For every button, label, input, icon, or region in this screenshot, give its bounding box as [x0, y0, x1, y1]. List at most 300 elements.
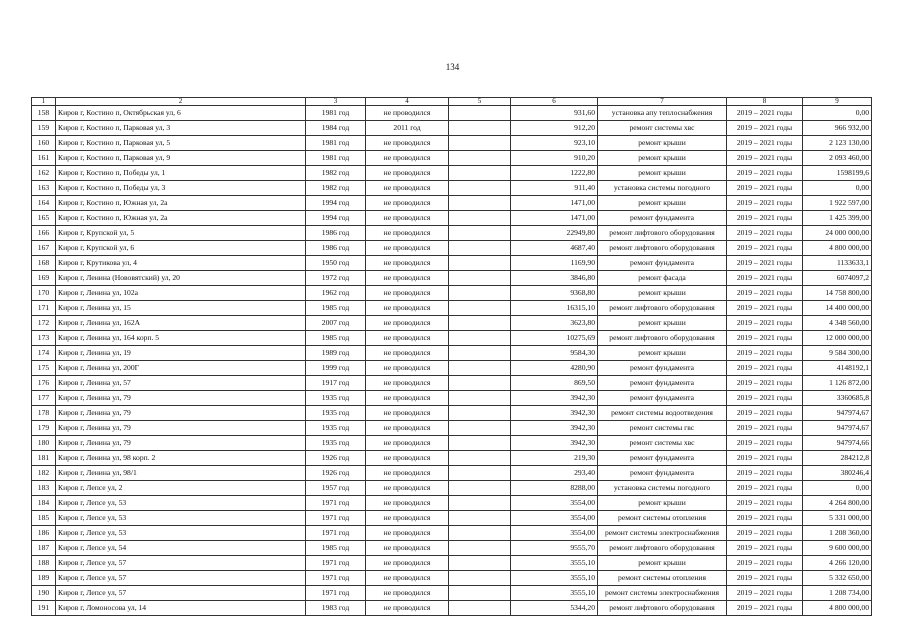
- empty-cell: [449, 301, 511, 316]
- table-row: [32, 586, 872, 601]
- construction-year-cell: 1962 год: [306, 286, 366, 301]
- construction-year-cell: 1926 год: [306, 451, 366, 466]
- table-row: [32, 211, 872, 226]
- period-cell: 2019 – 2021 годы: [727, 256, 803, 271]
- cost-cell: 966 932,00: [803, 121, 872, 136]
- previous-repair-cell: не проводился: [366, 451, 449, 466]
- area-cell: 3942,30: [511, 421, 598, 436]
- row-number-cell: 181: [32, 451, 56, 466]
- cost-cell: 1133633,1: [803, 256, 872, 271]
- address-cell: Киров г, Костино п, Южная ул, 2а: [56, 196, 306, 211]
- area-cell: 3942,30: [511, 406, 598, 421]
- construction-year-cell: 1981 год: [306, 136, 366, 151]
- area-cell: 3554,00: [511, 526, 598, 541]
- cost-cell: 1 922 597,00: [803, 196, 872, 211]
- construction-year-cell: 1994 год: [306, 196, 366, 211]
- table-row: [32, 361, 872, 376]
- row-number-cell: 168: [32, 256, 56, 271]
- address-cell: Киров г, Костино п, Южная ул, 2а: [56, 211, 306, 226]
- row-number-cell: 166: [32, 226, 56, 241]
- period-cell: 2019 – 2021 годы: [727, 241, 803, 256]
- construction-year-cell: 1935 год: [306, 391, 366, 406]
- previous-repair-cell: не проводился: [366, 571, 449, 586]
- previous-repair-cell: не проводился: [366, 166, 449, 181]
- table-row: [32, 496, 872, 511]
- cost-cell: 5 331 000,00: [803, 511, 872, 526]
- previous-repair-cell: не проводился: [366, 556, 449, 571]
- construction-year-cell: 1981 год: [306, 151, 366, 166]
- empty-cell: [449, 286, 511, 301]
- construction-year-cell: 1971 год: [306, 571, 366, 586]
- row-number-cell: 162: [32, 166, 56, 181]
- cost-cell: 9 584 300,00: [803, 346, 872, 361]
- cost-cell: 14 400 000,00: [803, 301, 872, 316]
- work-type-cell: ремонт крыши: [598, 151, 727, 166]
- address-cell: Киров г, Костино п, Победы ул, 1: [56, 166, 306, 181]
- construction-year-cell: 1982 год: [306, 166, 366, 181]
- row-number-cell: 171: [32, 301, 56, 316]
- period-cell: 2019 – 2021 годы: [727, 601, 803, 616]
- empty-cell: [449, 226, 511, 241]
- cost-cell: 12 000 000,00: [803, 331, 872, 346]
- work-type-cell: ремонт фундамента: [598, 376, 727, 391]
- row-number-cell: 180: [32, 436, 56, 451]
- cost-cell: 4 264 800,00: [803, 496, 872, 511]
- area-cell: 3846,80: [511, 271, 598, 286]
- empty-cell: [449, 196, 511, 211]
- table-row: [32, 256, 872, 271]
- period-cell: 2019 – 2021 годы: [727, 526, 803, 541]
- column-number-header: 2: [56, 98, 306, 106]
- previous-repair-cell: не проводился: [366, 196, 449, 211]
- table-row: [32, 166, 872, 181]
- address-cell: Киров г, Костино п, Парковая ул, 5: [56, 136, 306, 151]
- row-number-cell: 187: [32, 541, 56, 556]
- previous-repair-cell: не проводился: [366, 376, 449, 391]
- work-type-cell: ремонт фундамента: [598, 466, 727, 481]
- area-cell: 931,60: [511, 106, 598, 121]
- column-number-header: 5: [449, 98, 511, 106]
- table-row: [32, 571, 872, 586]
- row-number-cell: 158: [32, 106, 56, 121]
- table-row: [32, 121, 872, 136]
- table-row: [32, 271, 872, 286]
- period-cell: 2019 – 2021 годы: [727, 136, 803, 151]
- previous-repair-cell: не проводился: [366, 136, 449, 151]
- area-cell: 3555,10: [511, 571, 598, 586]
- cost-cell: 24 000 000,00: [803, 226, 872, 241]
- column-number-header: 7: [598, 98, 727, 106]
- area-cell: 3555,10: [511, 586, 598, 601]
- table-row: [32, 451, 872, 466]
- address-cell: Киров г, Ленина ул, 162А: [56, 316, 306, 331]
- construction-year-cell: 1971 год: [306, 526, 366, 541]
- row-number-cell: 178: [32, 406, 56, 421]
- address-cell: Киров г, Ломоносова ул, 14: [56, 601, 306, 616]
- cost-cell: 1598199,6: [803, 166, 872, 181]
- empty-cell: [449, 121, 511, 136]
- previous-repair-cell: не проводился: [366, 361, 449, 376]
- address-cell: Киров г, Костино п, Октябрьская ул, 6: [56, 106, 306, 121]
- row-number-cell: 179: [32, 421, 56, 436]
- work-type-cell: ремонт лифтового оборудования: [598, 601, 727, 616]
- row-number-cell: 167: [32, 241, 56, 256]
- construction-year-cell: 1984 год: [306, 121, 366, 136]
- work-type-cell: ремонт крыши: [598, 496, 727, 511]
- construction-year-cell: 1971 год: [306, 511, 366, 526]
- work-type-cell: ремонт лифтового оборудования: [598, 241, 727, 256]
- table-row: [32, 601, 872, 616]
- period-cell: 2019 – 2021 годы: [727, 466, 803, 481]
- period-cell: 2019 – 2021 годы: [727, 541, 803, 556]
- period-cell: 2019 – 2021 годы: [727, 496, 803, 511]
- row-number-cell: 165: [32, 211, 56, 226]
- table-row: [32, 481, 872, 496]
- area-cell: 869,50: [511, 376, 598, 391]
- period-cell: 2019 – 2021 годы: [727, 106, 803, 121]
- cost-cell: 1 208 734,00: [803, 586, 872, 601]
- empty-cell: [449, 406, 511, 421]
- previous-repair-cell: не проводился: [366, 331, 449, 346]
- period-cell: 2019 – 2021 годы: [727, 181, 803, 196]
- work-type-cell: ремонт крыши: [598, 286, 727, 301]
- row-number-cell: 169: [32, 271, 56, 286]
- area-cell: 923,10: [511, 136, 598, 151]
- period-cell: 2019 – 2021 годы: [727, 361, 803, 376]
- table-row: [32, 196, 872, 211]
- cost-cell: 4148192,1: [803, 361, 872, 376]
- cost-cell: 0,00: [803, 181, 872, 196]
- page-number: 134: [445, 62, 460, 72]
- address-cell: Киров г, Ленина ул, 164 корп. 5: [56, 331, 306, 346]
- table-row: [32, 316, 872, 331]
- address-cell: Киров г, Костино п, Парковая ул, 9: [56, 151, 306, 166]
- empty-cell: [449, 136, 511, 151]
- cost-cell: 284212,8: [803, 451, 872, 466]
- cost-cell: 380246,4: [803, 466, 872, 481]
- area-cell: 9368,80: [511, 286, 598, 301]
- cost-cell: 1 425 399,00: [803, 211, 872, 226]
- cost-cell: 9 600 000,00: [803, 541, 872, 556]
- empty-cell: [449, 151, 511, 166]
- address-cell: Киров г, Ленина ул, 102а: [56, 286, 306, 301]
- column-number-header-row: [32, 98, 872, 106]
- address-cell: Киров г, Ленина ул, 15: [56, 301, 306, 316]
- area-cell: 10275,69: [511, 331, 598, 346]
- period-cell: 2019 – 2021 годы: [727, 391, 803, 406]
- construction-year-cell: 1917 год: [306, 376, 366, 391]
- period-cell: 2019 – 2021 годы: [727, 301, 803, 316]
- row-number-cell: 185: [32, 511, 56, 526]
- period-cell: 2019 – 2021 годы: [727, 511, 803, 526]
- area-cell: 1222,80: [511, 166, 598, 181]
- work-type-cell: ремонт системы отопления: [598, 571, 727, 586]
- cost-cell: 6074097,2: [803, 271, 872, 286]
- cost-cell: 947974,66: [803, 436, 872, 451]
- address-cell: Киров г, Лепсе ул, 2: [56, 481, 306, 496]
- area-cell: 3623,80: [511, 316, 598, 331]
- work-type-cell: ремонт крыши: [598, 316, 727, 331]
- work-type-cell: ремонт фундамента: [598, 391, 727, 406]
- row-number-cell: 160: [32, 136, 56, 151]
- empty-cell: [449, 376, 511, 391]
- empty-cell: [449, 106, 511, 121]
- empty-cell: [449, 256, 511, 271]
- cost-cell: 1 126 872,00: [803, 376, 872, 391]
- cost-cell: 14 758 800,00: [803, 286, 872, 301]
- work-type-cell: ремонт системы водоотведения: [598, 406, 727, 421]
- area-cell: 293,40: [511, 466, 598, 481]
- construction-year-cell: 1926 год: [306, 466, 366, 481]
- period-cell: 2019 – 2021 годы: [727, 346, 803, 361]
- repair-registry-table: [31, 97, 872, 616]
- empty-cell: [449, 496, 511, 511]
- area-cell: 9555,70: [511, 541, 598, 556]
- previous-repair-cell: не проводился: [366, 481, 449, 496]
- construction-year-cell: 1971 год: [306, 586, 366, 601]
- row-number-cell: 190: [32, 586, 56, 601]
- period-cell: 2019 – 2021 годы: [727, 436, 803, 451]
- area-cell: 3554,00: [511, 496, 598, 511]
- row-number-cell: 161: [32, 151, 56, 166]
- area-cell: 9584,30: [511, 346, 598, 361]
- row-number-cell: 163: [32, 181, 56, 196]
- row-number-cell: 191: [32, 601, 56, 616]
- empty-cell: [449, 361, 511, 376]
- area-cell: 5344,20: [511, 601, 598, 616]
- construction-year-cell: 2007 год: [306, 316, 366, 331]
- cost-cell: 2 123 130,00: [803, 136, 872, 151]
- row-number-cell: 184: [32, 496, 56, 511]
- column-number-header: 9: [803, 98, 872, 106]
- empty-cell: [449, 511, 511, 526]
- address-cell: Киров г, Ленина ул, 98/1: [56, 466, 306, 481]
- row-number-cell: 177: [32, 391, 56, 406]
- address-cell: Киров г, Лепсе ул, 53: [56, 496, 306, 511]
- period-cell: 2019 – 2021 годы: [727, 316, 803, 331]
- construction-year-cell: 1971 год: [306, 496, 366, 511]
- cost-cell: 4 348 560,00: [803, 316, 872, 331]
- work-type-cell: ремонт системы хвс: [598, 436, 727, 451]
- empty-cell: [449, 526, 511, 541]
- construction-year-cell: 1986 год: [306, 241, 366, 256]
- work-type-cell: ремонт крыши: [598, 346, 727, 361]
- work-type-cell: ремонт системы электроснабжения: [598, 586, 727, 601]
- address-cell: Киров г, Лепсе ул, 57: [56, 556, 306, 571]
- area-cell: 3942,30: [511, 391, 598, 406]
- area-cell: 3555,10: [511, 556, 598, 571]
- previous-repair-cell: не проводился: [366, 316, 449, 331]
- area-cell: 4280,90: [511, 361, 598, 376]
- row-number-cell: 189: [32, 571, 56, 586]
- period-cell: 2019 – 2021 годы: [727, 586, 803, 601]
- previous-repair-cell: не проводился: [366, 106, 449, 121]
- empty-cell: [449, 211, 511, 226]
- table-row: [32, 436, 872, 451]
- column-number-header: 8: [727, 98, 803, 106]
- row-number-cell: 188: [32, 556, 56, 571]
- table-row: [32, 286, 872, 301]
- previous-repair-cell: не проводился: [366, 286, 449, 301]
- previous-repair-cell: не проводился: [366, 151, 449, 166]
- previous-repair-cell: не проводился: [366, 301, 449, 316]
- previous-repair-cell: не проводился: [366, 271, 449, 286]
- work-type-cell: установка системы погодного: [598, 181, 727, 196]
- work-type-cell: ремонт фундамента: [598, 211, 727, 226]
- table-row: [32, 226, 872, 241]
- address-cell: Киров г, Лепсе ул, 57: [56, 586, 306, 601]
- address-cell: Киров г, Крупской ул, 6: [56, 241, 306, 256]
- period-cell: 2019 – 2021 годы: [727, 571, 803, 586]
- empty-cell: [449, 586, 511, 601]
- work-type-cell: ремонт крыши: [598, 166, 727, 181]
- address-cell: Киров г, Ленина ул, 19: [56, 346, 306, 361]
- work-type-cell: ремонт системы электроснабжения: [598, 526, 727, 541]
- previous-repair-cell: не проводился: [366, 436, 449, 451]
- previous-repair-cell: не проводился: [366, 181, 449, 196]
- previous-repair-cell: не проводился: [366, 526, 449, 541]
- period-cell: 2019 – 2021 годы: [727, 211, 803, 226]
- cost-cell: 947974,67: [803, 406, 872, 421]
- address-cell: Киров г, Ленина ул, 200Г: [56, 361, 306, 376]
- construction-year-cell: 1994 год: [306, 211, 366, 226]
- previous-repair-cell: не проводился: [366, 241, 449, 256]
- previous-repair-cell: не проводился: [366, 601, 449, 616]
- empty-cell: [449, 571, 511, 586]
- table-body: [32, 98, 872, 616]
- period-cell: 2019 – 2021 годы: [727, 406, 803, 421]
- work-type-cell: ремонт лифтового оборудования: [598, 541, 727, 556]
- empty-cell: [449, 541, 511, 556]
- previous-repair-cell: не проводился: [366, 466, 449, 481]
- address-cell: Киров г, Ленина ул, 98 корп. 2: [56, 451, 306, 466]
- address-cell: Киров г, Лепсе ул, 57: [56, 571, 306, 586]
- previous-repair-cell: не проводился: [366, 421, 449, 436]
- row-number-cell: 182: [32, 466, 56, 481]
- construction-year-cell: 1982 год: [306, 181, 366, 196]
- construction-year-cell: 1989 год: [306, 346, 366, 361]
- empty-cell: [449, 436, 511, 451]
- period-cell: 2019 – 2021 годы: [727, 421, 803, 436]
- row-number-cell: 172: [32, 316, 56, 331]
- address-cell: Киров г, Костино п, Парковая ул, 3: [56, 121, 306, 136]
- empty-cell: [449, 331, 511, 346]
- table-row: [32, 466, 872, 481]
- previous-repair-cell: не проводился: [366, 406, 449, 421]
- area-cell: 8288,00: [511, 481, 598, 496]
- period-cell: 2019 – 2021 годы: [727, 271, 803, 286]
- row-number-cell: 159: [32, 121, 56, 136]
- table-row: [32, 421, 872, 436]
- work-type-cell: ремонт крыши: [598, 196, 727, 211]
- table-row: [32, 391, 872, 406]
- empty-cell: [449, 556, 511, 571]
- work-type-cell: ремонт фасада: [598, 271, 727, 286]
- construction-year-cell: 1935 год: [306, 406, 366, 421]
- table-row: [32, 151, 872, 166]
- construction-year-cell: 1999 год: [306, 361, 366, 376]
- construction-year-cell: 1986 год: [306, 226, 366, 241]
- work-type-cell: установка системы погодного: [598, 481, 727, 496]
- table-row: [32, 376, 872, 391]
- cost-cell: 2 093 460,00: [803, 151, 872, 166]
- cost-cell: 4 800 000,00: [803, 241, 872, 256]
- period-cell: 2019 – 2021 годы: [727, 196, 803, 211]
- construction-year-cell: 1971 год: [306, 556, 366, 571]
- construction-year-cell: 1985 год: [306, 331, 366, 346]
- row-number-cell: 170: [32, 286, 56, 301]
- previous-repair-cell: не проводился: [366, 511, 449, 526]
- work-type-cell: ремонт крыши: [598, 136, 727, 151]
- period-cell: 2019 – 2021 годы: [727, 451, 803, 466]
- cost-cell: 0,00: [803, 481, 872, 496]
- period-cell: 2019 – 2021 годы: [727, 331, 803, 346]
- construction-year-cell: 1957 год: [306, 481, 366, 496]
- address-cell: Киров г, Лепсе ул, 54: [56, 541, 306, 556]
- row-number-cell: 183: [32, 481, 56, 496]
- period-cell: 2019 – 2021 годы: [727, 151, 803, 166]
- area-cell: 3554,00: [511, 511, 598, 526]
- previous-repair-cell: не проводился: [366, 496, 449, 511]
- area-cell: 219,30: [511, 451, 598, 466]
- construction-year-cell: 1935 год: [306, 421, 366, 436]
- row-number-cell: 174: [32, 346, 56, 361]
- address-cell: Киров г, Лепсе ул, 53: [56, 511, 306, 526]
- work-type-cell: ремонт системы отопления: [598, 511, 727, 526]
- table-row: [32, 346, 872, 361]
- period-cell: 2019 – 2021 годы: [727, 376, 803, 391]
- work-type-cell: ремонт лифтового оборудования: [598, 331, 727, 346]
- table-row: [32, 556, 872, 571]
- period-cell: 2019 – 2021 годы: [727, 226, 803, 241]
- empty-cell: [449, 241, 511, 256]
- previous-repair-cell: не проводился: [366, 586, 449, 601]
- table-row: [32, 136, 872, 151]
- row-number-cell: 173: [32, 331, 56, 346]
- cost-cell: 4 800 000,00: [803, 601, 872, 616]
- period-cell: 2019 – 2021 годы: [727, 286, 803, 301]
- row-number-cell: 176: [32, 376, 56, 391]
- row-number-cell: 175: [32, 361, 56, 376]
- table-row: [32, 511, 872, 526]
- work-type-cell: ремонт фундамента: [598, 451, 727, 466]
- empty-cell: [449, 391, 511, 406]
- work-type-cell: ремонт лифтового оборудования: [598, 226, 727, 241]
- empty-cell: [449, 421, 511, 436]
- work-type-cell: ремонт системы гвс: [598, 421, 727, 436]
- column-number-header: 4: [366, 98, 449, 106]
- address-cell: Киров г, Ленина (Нововятский) ул, 20: [56, 271, 306, 286]
- address-cell: Киров г, Ленина ул, 79: [56, 391, 306, 406]
- cost-cell: 4 266 120,00: [803, 556, 872, 571]
- construction-year-cell: 1950 год: [306, 256, 366, 271]
- column-number-header: 6: [511, 98, 598, 106]
- address-cell: Киров г, Костино п, Победы ул, 3: [56, 181, 306, 196]
- cost-cell: 0,00: [803, 106, 872, 121]
- empty-cell: [449, 601, 511, 616]
- area-cell: 3942,30: [511, 436, 598, 451]
- address-cell: Киров г, Крупской ул, 5: [56, 226, 306, 241]
- cost-cell: 3360685,8: [803, 391, 872, 406]
- work-type-cell: ремонт системы хвс: [598, 121, 727, 136]
- address-cell: Киров г, Ленина ул, 79: [56, 436, 306, 451]
- construction-year-cell: 1983 год: [306, 601, 366, 616]
- previous-repair-cell: 2011 год: [366, 121, 449, 136]
- address-cell: Киров г, Ленина ул, 79: [56, 406, 306, 421]
- empty-cell: [449, 166, 511, 181]
- table-row: [32, 526, 872, 541]
- table-row: [32, 406, 872, 421]
